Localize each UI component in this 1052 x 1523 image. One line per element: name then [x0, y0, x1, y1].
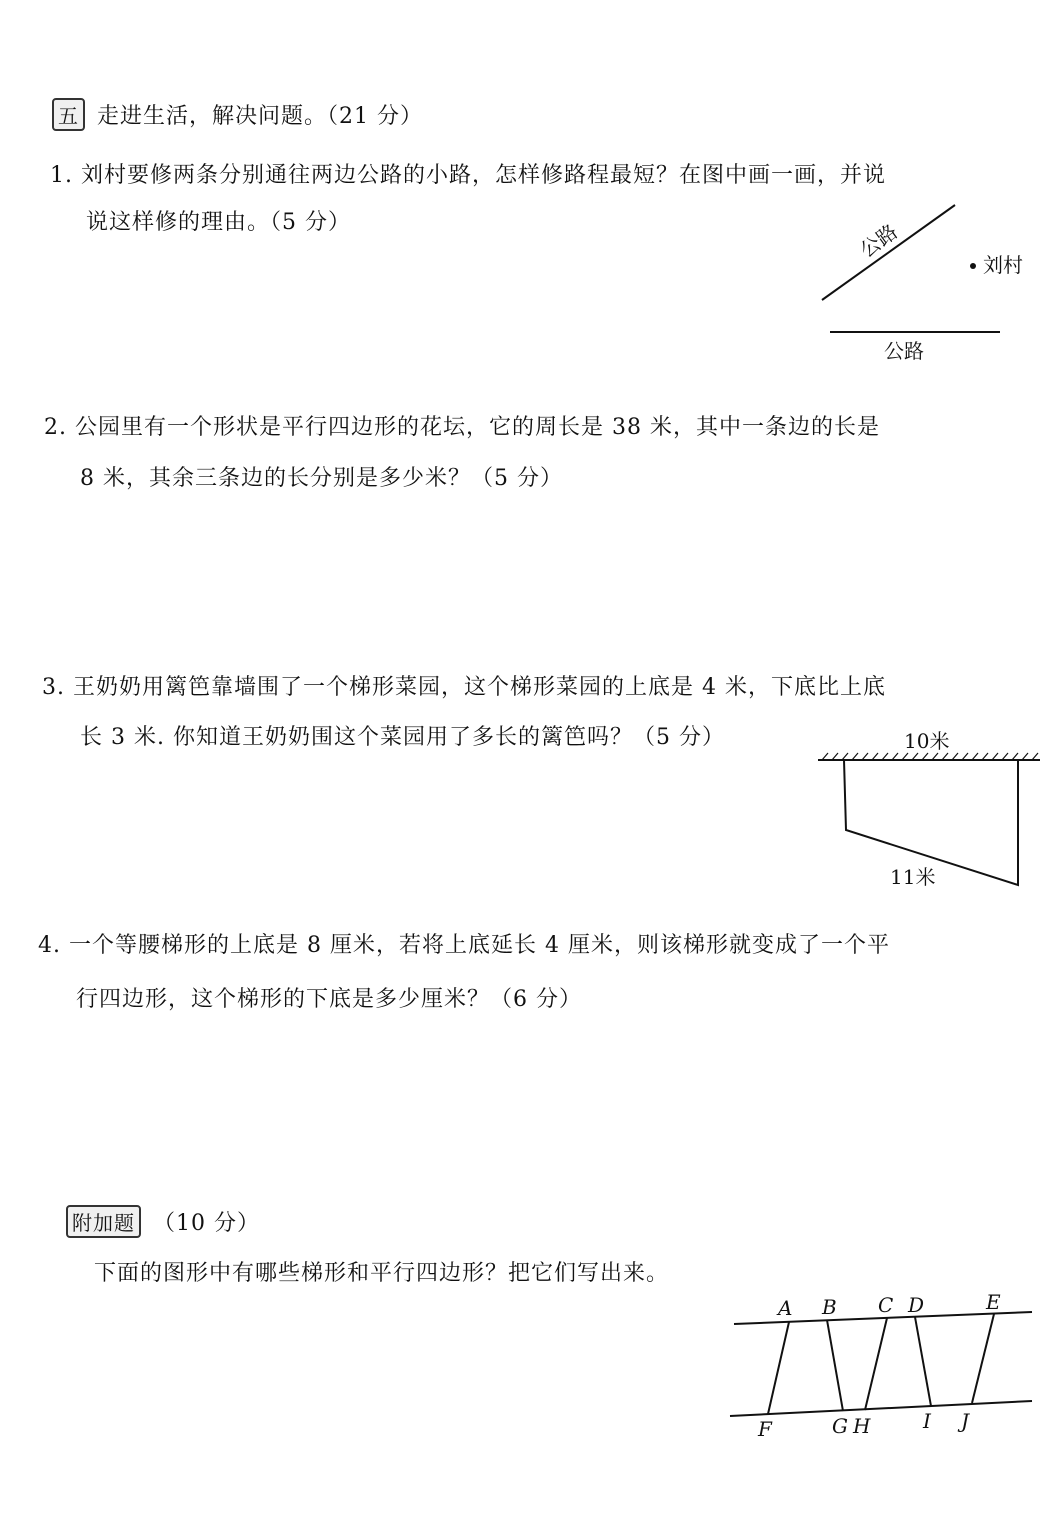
question-3-line-2: 长 3 米. 你知道王奶奶围这个菜园用了多长的篱笆吗？（5 分） — [80, 725, 725, 750]
village-point — [970, 263, 976, 269]
quadrilaterals-diagram — [720, 1282, 1045, 1447]
trapezoid-garden-diagram — [812, 722, 1052, 897]
point-label-d: D — [908, 1293, 925, 1317]
wall-hatching — [822, 753, 1038, 760]
question-4-line-1 — [38, 928, 890, 959]
bonus-question: 下面的图形中有哪些梯形和平行四边形？把它们写出来。 — [94, 1261, 670, 1286]
point-label-a: A — [778, 1296, 793, 1320]
segment-di — [915, 1317, 931, 1406]
bonus-badge: 附加题 — [66, 1205, 141, 1238]
roads-diagram — [800, 190, 1050, 370]
point-label-j: J — [961, 1409, 970, 1433]
question-1-text-1: 刘村要修两条分别通往两边公路的小路，怎样修路程最短？在图中画一画，并说 — [81, 163, 887, 188]
segment-af — [768, 1322, 789, 1414]
question-1-number: 1. — [50, 163, 73, 188]
section-number-badge: 五 — [52, 98, 85, 131]
question-4-line-2: 行四边形，这个梯形的下底是多少厘米？（6 分） — [76, 987, 582, 1012]
question-1-line-1 — [50, 158, 886, 189]
point-label-f: F — [758, 1417, 772, 1441]
point-label-c: C — [878, 1293, 894, 1317]
village-label: 刘村 — [983, 253, 1023, 277]
horizontal-road-label: 公路 — [884, 339, 924, 363]
question-3-line-1 — [42, 670, 886, 701]
wall-length-label: 10米 — [904, 729, 950, 753]
point-label-h: H — [853, 1414, 871, 1438]
question-4-number: 4. — [38, 933, 61, 958]
question-2-number: 2. — [44, 415, 67, 440]
point-label-e: E — [986, 1290, 1001, 1314]
segment-ch — [865, 1318, 887, 1410]
question-2-line-2: 8 米，其余三条边的长分别是多少米？（5 分） — [80, 466, 563, 491]
bonus-heading — [66, 1205, 260, 1238]
point-label-b: B — [822, 1295, 837, 1319]
bottom-parallel-line — [730, 1401, 1032, 1416]
section-heading — [52, 98, 423, 131]
point-label-i: I — [923, 1409, 931, 1433]
question-2-line-1 — [44, 410, 880, 441]
segments — [768, 1314, 994, 1414]
bonus-score: （10 分） — [153, 1211, 260, 1236]
slanted-road-label: 公路 — [855, 219, 902, 263]
segment-bg — [827, 1320, 843, 1411]
segment-ej — [972, 1314, 994, 1403]
question-4-text-1: 一个等腰梯形的上底是 8 厘米，若将上底延长 4 厘米，则该梯形就变成了一个平 — [69, 933, 890, 958]
bottom-length-label: 11米 — [890, 865, 936, 889]
question-3-text-1: 王奶奶用篱笆靠墙围了一个梯形菜园，这个梯形菜园的上底是 4 米，下底比上底 — [73, 675, 886, 700]
point-label-g: G — [832, 1414, 848, 1438]
question-2-text-1: 公园里有一个形状是平行四边形的花坛，它的周长是 38 米，其中一条边的长是 — [75, 415, 880, 440]
section-title: 走进生活，解决问题。（21 分） — [97, 104, 423, 129]
slanted-road-line — [822, 205, 955, 300]
question-3-number: 3. — [42, 675, 65, 700]
question-1-line-2: 说这样修的理由。（5 分） — [86, 210, 351, 235]
